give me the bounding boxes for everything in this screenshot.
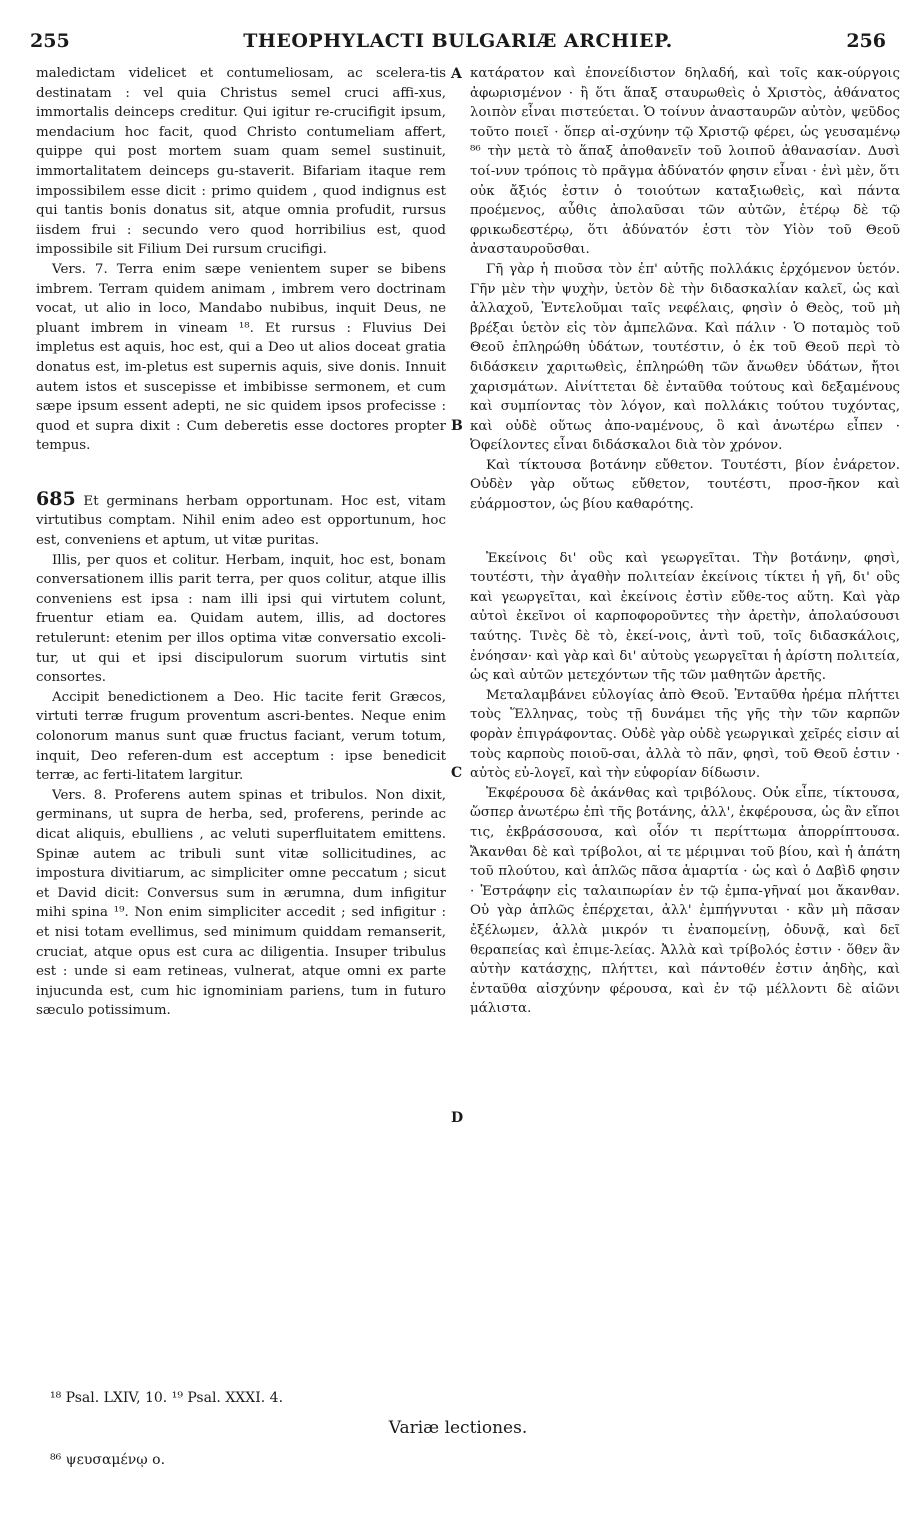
page-header — [30, 30, 886, 58]
page-number-right: 256 — [846, 30, 886, 52]
latin-column — [36, 64, 446, 1021]
margin-marker-c: C — [451, 765, 463, 781]
margin-marker-b: B — [451, 418, 463, 434]
variae-lectiones-note: ⁸⁶ ψευσαμένῳ ο. — [50, 1452, 166, 1468]
latin-paragraph: Illis, per quos et colitur. Herbam, inquit, hoc est, bonam conversationem illis parit terra, per quos colitur, atque illis conveniens est ipsa : nam illi ipsi qui virtutem colunt, fruentur etiam ea. Quidam autem, illis, ad doctores retulerunt: etenim per illos optima vitæ conversatio excoli-tur, ut qui et ipsi discipulorum suorum virtutis sint consortes. — [36, 552, 446, 686]
margin-marker-a: A — [451, 66, 462, 82]
running-title: THEOPHYLACTI BULGARIÆ ARCHIEP. — [243, 30, 673, 52]
greek-paragraph: Γῆ γὰρ ἡ πιοῦσα τὸν ἐπ' αὐτῆς πολλάκις ἐρχόμενον ὑετόν. Γῆν μὲν τὴν ψυχὴν, ὑετὸν δὲ τὴν διδασκαλίαν καλεῖ, ὡς καὶ ἀλλαχοῦ, Ἐντελοῦμαι ταῖς νεφέλαις, φησὶν ὁ Θεὸς, τοῦ μὴ βρέξαι ὑετὸν εἰς τὸν ἀμπελῶνα. Καὶ πάλιν · Ὁ ποταμὸς τοῦ Θεοῦ ἐπληρώθη ὑδάτων, τουτέστιν, ὁ ἐκ τοῦ Θεοῦ περὶ τὸ διδάσκειν χαριτωθεὶς, ἐπληρώθη τῶν ἄνωθεν ὑδάτων, ἤτοι χαρισμάτων. Αἰνίττεται δὲ ἐνταῦθα τούτους καὶ δεξαμένους καὶ συμπίοντας τὸν λόγον, καὶ πολλάκις τούτου τυχόντας, καὶ οὐδὲ οὕτως ἀπο-ναμένους, ὃ καὶ ἀνωτέρω εἶπεν · Ὀφείλοντες εἶναι διδάσκαλοι διὰ τὸν χρόνον. — [470, 261, 900, 454]
margin-marker-d: D — [451, 1110, 464, 1126]
latin-paragraph: Vers. 8. Proferens autem spinas et tribulos. Non dixit, germinans, ut supra de herba, sed, proferens, perinde ac dicat aliquis, ebulliens , ac veluti superfluitatem emittens. Spinæ autem ac tribuli sunt vitæ sollicitudines, ac impostura divitiarum, ac simpliciter omne peccatum ; sicut et David dicit: Conversus sum in ærumna, dum infigitur mihi spina ¹⁹. Non enim simpliciter accedit ; sed infigitur : et nisi totam evellimus, sed minimum quiddam remanserit, cruciat, atque opus est cura ac diligentia. Insuper tribulus est : unde si eam retineas, vulnerat, atque omni ex parte injucunda est, cum hic ignominiam pariens, tum in futuro sæculo potissimum. — [36, 787, 446, 1019]
column-number: 685 — [36, 487, 76, 510]
footnotes: ¹⁸ Psal. LXIV, 10. ¹⁹ Psal. XXXI. 4. — [50, 1390, 284, 1406]
greek-paragraph: Ἐκφέρουσα δὲ ἀκάνθας καὶ τριβόλους. Οὐκ εἶπε, τίκτουσα, ὥσπερ ἀνωτέρω ἐπὶ τῆς βοτάνης, ἀλλ', ἐκφέρουσα, ὡς ἂν εἴποι τις, ἐκβράσσουσα, καὶ οἷόν τι περίττωμα ἀπορρίπτουσα. Ἄκανθαι δὲ καὶ τρίβολοι, αἱ τε μέριμναι τοῦ βίου, καὶ ἡ ἀπάτη τοῦ πλούτου, καὶ ἁπλῶς πᾶσα ἁμαρτία · ὡς καὶ ὁ Δαβὶδ φησιν · Ἐστράφην εἰς ταλαιπωρίαν ἐν τῷ ἐμπα-γῆναί μοι ἄκανθαν. Οὐ γὰρ ἁπλῶς ἐπέρχεται, ἀλλ' ἐμπήγνυται · κἂν μὴ πᾶσαν ἐξέλωμεν, ἀλλὰ μικρόν τι ἐναπομείνῃ, ὀδυνᾷ, καὶ δεῖ θεραπείας καὶ ἐπιμε-λείας. Ἀλλὰ καὶ τρίβολός ἐστιν · ὅθεν ἂν αὐτὴν κατάσχῃς, πλήττει, καὶ πάντοθέν ἐστιν ἀηδὴς, καὶ ἐνταῦθα αἰσχύνην φέρουσα, καὶ ἐν τῷ μέλλοντι δὲ αἰῶνι μάλιστα. — [470, 785, 900, 1017]
latin-paragraph: maledictam videlicet et contumeliosam, ac scelera-tis destinatam : vel quia Christus semel cruci affi-xus, immortalis deinceps creditur. Qui igitur re-crucifigit ipsum, mendacium hoc facit, quod Christo contumeliam affert, quippe qui post mortem suam quam semel sustinuit, immortalitatem deinceps gu-staverit. Bifariam itaque rem impossibilem esse dicit : primo quidem , quod indignus est qui tantis bonis donatus sit, atque omnia profudit, rursus iisdem frui : secundo vero quod horribilius est, quod impossibile sit Filium Dei rursum crucifigi. — [36, 66, 446, 258]
page-number-left: 255 — [30, 30, 70, 52]
greek-paragraph: Μεταλαμβάνει εὐλογίας ἀπὸ Θεοῦ. Ἐνταῦθα ἠρέμα πλήττει τοὺς Ἕλληνας, τοὺς τῇ δυνάμει τῆς γῆς τὴν τῶν καρπῶν φορὰν ἐπιγράφοντας. Οὐδὲ γὰρ οὐδὲ γεωργικαὶ χεῖρές εἰσιν αἱ τοὺς καρποὺς ποιοῦ-σαι, ἀλλὰ τὸ πᾶν, φησὶ, τοῦ Θεοῦ ἐστιν · αὐτὸς εὐ-λογεῖ, καὶ τὴν εὐφορίαν δίδωσιν. — [470, 687, 900, 782]
greek-column — [470, 64, 900, 1019]
variae-lectiones-heading: Variæ lectiones. — [388, 1418, 528, 1438]
latin-paragraph: Vers. 7. Terra enim sæpe venientem super se bibens imbrem. Terram quidem animam , imbrem vero doctrinam vocat, ut alio in loco, Mandabo nubibus, inquit Deus, ne pluant imbrem in vineam ¹⁸. Et rursus : Fluvius Dei impletus est aquis, hoc est, qui a Deo ut alios doceat gratia donatus est, im-pletus est supernis aquis, sive donis. Innuit autem istos et suscepisse et imbibisse sermonem, et cum sæpe ipsum essent adepti, ne sic quidem ipsos profecisse : quod et supra dixit : Cum deberetis esse doctores propter tempus. — [36, 261, 446, 454]
greek-paragraph: Ἐκείνοις δι' οὓς καὶ γεωργεῖται. Τὴν βοτάνην, φησὶ, τουτέστι, τὴν ἀγαθὴν πολιτείαν ἐκείνοις τίκτει ἡ γῆ, δι' οὓς καὶ γεωργεῖται, καὶ ἐκείνοις ἐστὶν εὔθε-τος αὕτη. Καὶ γὰρ αὐτοὶ ἐκεῖνοι οἱ καρποφοροῦντες τὴν ἀρετὴν, ἀπολαύσουσι ταύτης. Τινὲς δὲ τὸ, ἐκεί-νοις, ἀντὶ τοῦ, τοῖς διδασκάλοις, ἐνόησαν· καὶ γὰρ καὶ δι' αὐτοὺς γεωργεῖται ἡ ἀρίστη πολιτεία, ὡς καὶ αὐτῶν μετεχόντων τῆς τῶν μαθητῶν ἀρετῆς. — [470, 550, 900, 684]
latin-paragraph: Et germinans herbam opportunam. Hoc est, vitam virtutibus comptam. Nihil enim adeo est opportunum, hoc est, conveniens et aptum, ut vitæ puritas. — [36, 493, 446, 549]
greek-paragraph: κατάρατον καὶ ἐπονείδιστον δηλαδή, καὶ τοῖς κακ-ούργοις ἀφωρισμένον · ἢ ὅτι ἅπαξ σταυρωθεὶς ὁ Χριστὸς, ἀθάνατος λοιπὸν εἶναι πιστεύεται. Ὁ τοίνυν ἀνασταυρῶν αὐτὸν, ψεῦδος τοῦτο ποιεῖ · ὅπερ αἰ-σχύνην τῷ Χριστῷ φέρει, ὡς γευσαμένῳ ⁸⁶ τὴν μετὰ τὸ ἅπαξ ἀποθανεῖν τοῦ λοιποῦ ἀθανασίαν. Δυσὶ τοί-νυν τρόποις τὸ πρᾶγμα ἀδύνατόν φησιν εἶναι · ἐνὶ μὲν, ὅτι οὐκ ἄξιός ἐστιν ὁ τοιούτων καταξιωθεὶς, καὶ πάντα προέμενος, αὖθις ἀπολαῦσαι τῶν αὐτῶν, ἑτέρῳ δὲ τῷ φρικωδεστέρῳ, ὅτι ἀδύνατόν ἐστι τὸν Υἱὸν τοῦ Θεοῦ ἀνασταυροῦσθαι. — [470, 66, 900, 258]
latin-paragraph: Accipit benedictionem a Deo. Hic tacite ferit Græcos, virtuti terræ frugum proventum ascri-bentes. Neque enim colonorum manus sunt quæ fructus faciant, verum totum, inquit, Deo referen-dum est acceptum : ipse benedicit terræ, ac ferti-litatem largitur. — [36, 689, 446, 784]
greek-paragraph: Καὶ τίκτουσα βοτάνην εὔθετον. Τουτέστι, βίον ἐνάρετον. Οὐδὲν γὰρ οὕτως εὔθετον, τουτέστι, προσ-ῆκον καὶ εὐάρμοστον, ὡς βίου καθαρότης. — [470, 457, 900, 513]
